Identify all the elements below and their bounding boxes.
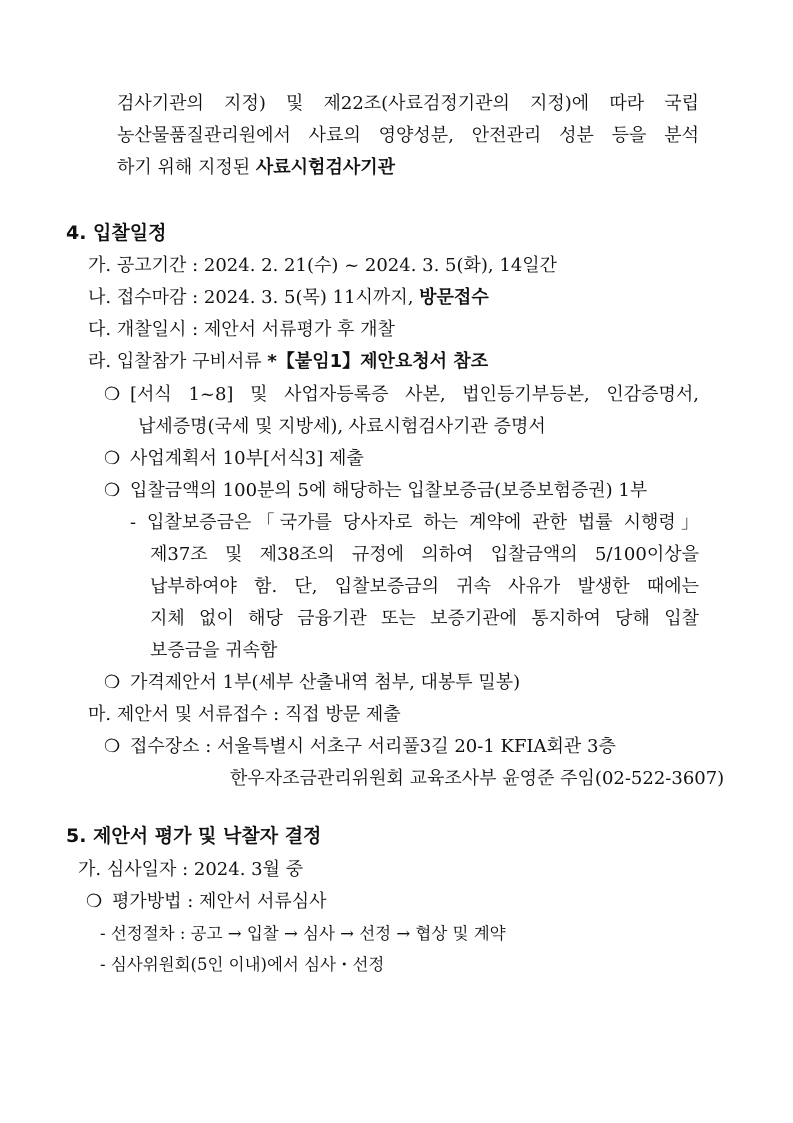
circle-bullet-icon: ❍ [104,480,121,501]
documents-item-1 [104,383,699,407]
circle-bullet-icon: ❍ [86,891,103,912]
bid-bond-line-4: 지체 없이 해당 금융기관 또는 보증기관에 통지하여 당해 입찰 [150,608,699,629]
announcement-period: 가. 공고기간 : 2024. 2. 21(수) ~ 2024. 3. 5(화), 14일간 [88,255,558,276]
documents-item-3 [104,479,647,503]
review-date: 가. 심사일자 : 2024. 3월 중 [78,859,304,880]
documents-item-3-text: 입찰금액의 100분의 5에 해당하는 입찰보증금(보증보험증권) 1부 [130,480,648,501]
submission-place [104,735,616,759]
submission-place-text: 접수장소 : 서울특별시 서초구 서리풀3길 20-1 KFIA회관 3층 [130,736,616,757]
intro-line-1: 검사기관의 지정) 및 제22조(사료검정기관의 지정)에 따라 국립 [117,93,699,114]
circle-bullet-icon: ❍ [104,672,121,693]
submission-deadline [88,286,489,310]
circle-bullet-icon: ❍ [104,448,121,469]
documents-item-2-text: 사업계획서 10부[서식3] 제출 [130,448,364,469]
selection-procedure: - 선정절차 : 공고 → 입찰 → 심사 → 선정 → 협상 및 계약 [100,924,506,943]
attachment-reference: *【붙임1】제안요청서 참조 [267,351,489,372]
documents-item-4 [104,671,520,695]
contact-person: 한우자조금관리위원회 교육조사부 윤영준 주임(02-522-3607) [230,768,725,789]
section-5-heading: 5. 제안서 평가 및 낙찰자 결정 [66,825,322,847]
intro-line-2: 농산물품질관리원에서 사료의 영양성분, 안전관리 성분 등을 분석 [117,125,699,146]
bid-bond-line-3: 납부하여야 함. 단, 입찰보증금의 귀속 사유가 발생한 때에는 [150,576,699,597]
documents-item-4-text: 가격제안서 1부(세부 산출내역 첨부, 대봉투 밀봉) [130,672,521,693]
documents-item-1-text: [서식 1~8] 및 사업자등록증 사본, 법인등기부등본, 인감증명서, [130,384,699,405]
submission-deadline-text: 나. 접수마감 : 2024. 3. 5(목) 11시까지, [88,287,420,308]
proposal-submission: 마. 제안서 및 서류접수 : 직접 방문 제출 [88,704,401,725]
evaluation-method [86,890,327,914]
testing-institution-emphasis: 사료시험검사기관 [255,157,395,178]
evaluation-method-text: 평가방법 : 제안서 서류심사 [112,891,327,912]
circle-bullet-icon: ❍ [104,736,121,757]
circle-bullet-icon: ❍ [104,384,121,405]
required-documents [88,350,488,374]
bid-bond-line-5: 보증금을 귀속함 [150,640,278,661]
section-4-heading: 4. 입찰일정 [66,222,167,244]
documents-item-1-cont: 납세증명(국세 및 지방세), 사료시험검사기관 증명서 [138,416,546,437]
bid-bond-line-1: - 입찰보증금은「국가를 당사자로 하는 계약에 관한 법률 시행령」 [130,512,699,533]
visit-submission-emphasis: 방문접수 [419,287,489,308]
intro-line-3 [117,156,395,180]
intro-line-3-text: 하기 위해 지정된 [117,157,256,178]
review-committee: - 심사위원회(5인 이내)에서 심사・선정 [100,955,385,974]
required-documents-text: 라. 입찰참가 구비서류 [88,351,268,372]
documents-item-2 [104,447,364,471]
bid-bond-line-2: 제37조 및 제38조의 규정에 의하여 입찰금액의 5/100이상을 [150,544,699,565]
opening-date: 다. 개찰일시 : 제안서 서류평가 후 개찰 [88,319,395,340]
